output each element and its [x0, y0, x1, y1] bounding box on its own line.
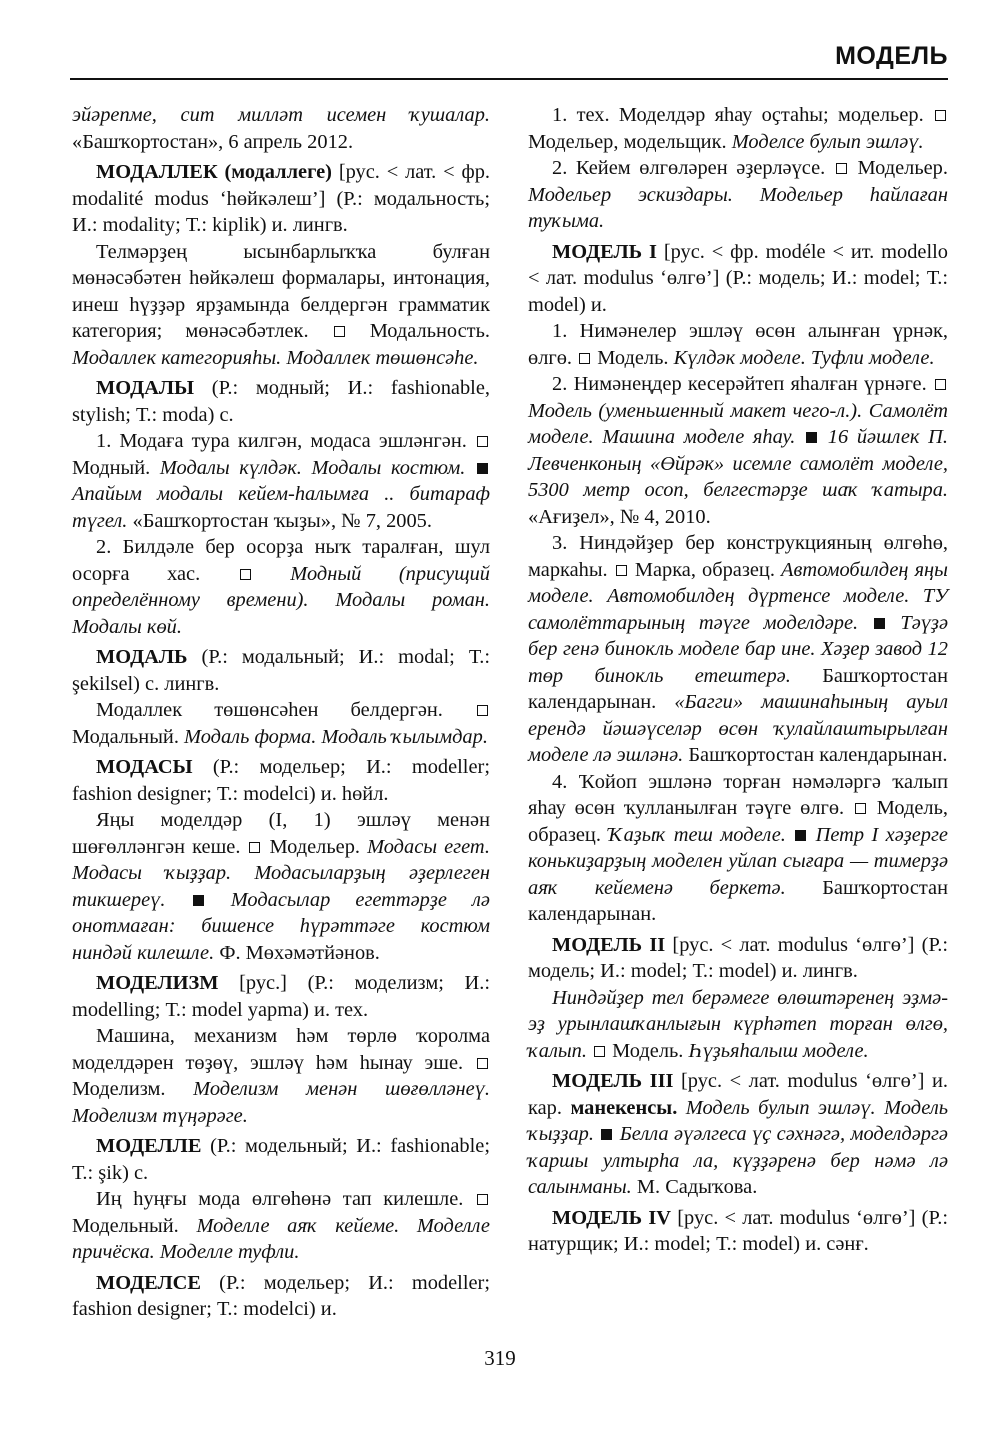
sense-2 — [528, 155, 948, 235]
definition — [528, 985, 948, 1065]
source: Башҡортостан календарынан. — [528, 664, 948, 713]
translation-box-icon — [477, 705, 488, 716]
translation: Моделизм. — [72, 1078, 166, 1100]
headword: МОДАЛЫ — [96, 377, 195, 399]
headword: МОДАЛЛЕК (модаллеге) — [96, 161, 332, 183]
translation-box-icon — [477, 1058, 488, 1069]
etymology: [рус. < лат. modulus ‘өлгө’] (Р.: натурщик; И.: model; Т.: model) и. сәнғ. — [528, 1206, 948, 1255]
headword: МОДЕЛЬ IV — [552, 1206, 672, 1229]
definition — [72, 697, 490, 750]
translation: Модальность. — [369, 320, 490, 342]
entry-model-4 — [528, 1205, 948, 1258]
citation: 16 йәшлек П. Левченконың «Өйрәк» исемле самолёт моделе, 5300 метр осоп, белгестәрҙе шаҡ ҡатыра. — [528, 426, 948, 501]
citation: Модасылар егеттәрҙе лә онотмаған: бишенсе һүрәттәге костюм ниндәй килешле. — [72, 888, 490, 964]
translation: Модный (присущий определённому времени). — [72, 562, 490, 611]
definition-text: Модаллек төшөнсәһен белдергән. — [96, 699, 443, 721]
etymology: (Р.: модальный; И.: modal; Т.: şekilsel) с. лингв. — [72, 646, 490, 695]
translation-box-icon — [855, 803, 866, 814]
entry-continuation — [72, 102, 490, 155]
etymology: (Р.: модельер; И.: modeller; fashion designer; Т.: modelci) и. — [72, 1271, 490, 1320]
entry-model-2 — [528, 932, 948, 985]
examples: Модель булып эшләү. Модель ҡыҙҙар. — [528, 1096, 948, 1145]
entry-modasy — [72, 754, 490, 807]
etymology: (Р.: модельер; И.: modeller; fashion designer; Т.: modelci) и. һөйл. — [72, 756, 490, 805]
examples: Самолёт моделе. Машина моделе яһау. — [528, 399, 948, 448]
sense-text: 1. тех. Моделдәр яһау оҫтаһы; модельер. — [552, 104, 924, 126]
sense-4 — [528, 769, 948, 928]
translation: Модный. — [72, 456, 151, 479]
entry-modelse — [72, 1270, 490, 1323]
right-column — [528, 102, 948, 1258]
citation: Белла әүәлгеса үҫ сәхнәгә, моделдәргә ҡаршы ултырһа ла, күҙҙәренә бер нәмә лә салынманы. — [528, 1123, 948, 1198]
translation: Модельер. — [857, 157, 948, 179]
citation-square-icon — [806, 432, 817, 443]
translation: Модель. — [612, 1039, 684, 1062]
entry-modal — [72, 644, 490, 697]
headword: МОДЕЛИЗМ — [96, 972, 219, 994]
entry-modelle — [72, 1133, 490, 1186]
headword: МОДАЛЬ — [96, 646, 188, 668]
running-header — [70, 38, 948, 80]
etymology: [рус. < лат. < фр. modalité modus ‘һөйкәлеш’] (Р.: модальность; И.: modality; Т.: kiplik) и. лингв. — [72, 161, 490, 236]
examples: Моделизм менән шөғөлләнеү. Моделизм түңәрәге. — [72, 1078, 490, 1127]
translation-box-icon — [477, 1194, 488, 1205]
source: Башҡортостан календарынан. — [528, 876, 948, 925]
etymology: [рус. < лат. modulus ‘өлгө’] и. кар. — [528, 1070, 948, 1119]
translation: Модальный. — [72, 725, 179, 748]
examples: Моделсе булып эшләү. — [731, 130, 924, 153]
examples: Модасы егет. Модасы ҡыҙҙар. Модасыларҙың әҙерлеген тикшереү. — [72, 835, 490, 911]
headword: МОДЕЛЬ II — [552, 933, 666, 956]
citation-square-icon — [477, 463, 488, 474]
citation-square-icon — [193, 895, 204, 906]
example-text: эйәрепме, сит милләт исемен ҡушалар. — [72, 104, 490, 126]
sense-text: 1. Нимәнелер эшләү өсөн алынған үрнәк, өлгө. — [528, 320, 948, 369]
sense-text: 3. Ниндәйҙер бер конструкцияның өлгөһө, маркаһы. — [528, 532, 948, 581]
translation-box-icon — [249, 842, 260, 853]
citation: Апайым модалы кейем-һалымға .. битараф түгел. — [72, 483, 490, 532]
page-number: 319 — [484, 1346, 516, 1370]
headword: МОДАСЫ — [96, 756, 193, 778]
examples: Автомобилдең яңы моделе. Автомобилдең дүртенсе моделе. ТУ самолёттарының тәүге моделдәре. — [528, 558, 948, 634]
definition — [72, 239, 490, 372]
source: «Ағиҙел», № 4, 2010. — [528, 505, 711, 528]
translation-box-icon — [836, 163, 847, 174]
sense-2 — [528, 371, 948, 530]
translation-box-icon — [477, 436, 488, 447]
translation-box-icon — [594, 1046, 605, 1057]
examples: Модельер эскиздары. Модельер һайлаған туҡыма. — [528, 183, 948, 232]
translation-box-icon — [935, 110, 946, 121]
citation-square-icon — [601, 1129, 612, 1140]
definition — [72, 1023, 490, 1129]
header-title: МОДЕЛЬ — [835, 42, 948, 70]
cross-reference: манекенсы. — [570, 1096, 678, 1119]
translation: Модельер, модельщик. — [528, 130, 727, 153]
definition — [72, 807, 490, 966]
source: «Башҡортостан», 6 апрель 2012. — [72, 130, 354, 153]
sense-text: 4. Ҡойоп эшләнә торған нәмәләргә ҡалып яһау өсөн ҡулланылған тәүге өлгө. — [528, 770, 948, 819]
examples: Модалы роман. Модалы көй. — [72, 589, 490, 638]
left-column — [72, 102, 490, 1323]
sense-1 — [528, 102, 948, 155]
headword: МОДЕЛЛЕ — [96, 1135, 202, 1157]
translation: Модельный. — [72, 1214, 179, 1237]
definition-text: Машина, механизм һәм төрлө ҡоролма моделдәрен төҙөү, эшләү һәм һынау эше. — [72, 1025, 490, 1074]
etymology: (Р.: модельный; И.: fashionable; Т.: şik) с. — [72, 1135, 490, 1184]
examples: Ҡаҙыҡ теш моделе. — [608, 823, 786, 846]
translation: Модель (уменьшенный макет чего-л.). — [528, 399, 863, 422]
headword: МОДЕЛЬ III — [552, 1070, 674, 1092]
definition-text: Иң һуңғы мода өлгөһөнә тап килешле. — [96, 1188, 464, 1210]
examples: Һүҙьяһалыш моделе. — [688, 1039, 869, 1062]
definition — [72, 1186, 490, 1266]
citation: Петр I хәҙерге конькиҙарҙың моделен уйлап сығара — тимерҙә аяҡ кейеменә беркетә. — [528, 823, 948, 899]
sense-text: 2. Кейем өлгөләрен әҙерләүсе. — [552, 157, 826, 179]
etymology: (Р.: модный; И.: fashionable, stylish; Т.: moda) с. — [72, 377, 490, 426]
definition-text: Ниндәйҙер тел берәмеге өлөштәренең эҙмә-эҙ урынлашҡанлығын күрһәтеп торған өлгө, ҡалып. — [528, 986, 948, 1062]
sense-2 — [72, 534, 490, 640]
headword: МОДЕЛСЕ — [96, 1271, 201, 1294]
examples: Моделле аяҡ кейеме. Моделле причёска. Моделле туфли. — [72, 1214, 490, 1263]
examples: Күлдәк моделе. Туфли моделе. — [673, 346, 935, 369]
etymology: [рус. < фр. modéle < ит. modello < лат. modulus ‘өлгө’] (Р.: модель; И.: model; Т.: model) и. — [528, 240, 948, 316]
source: Ф. Мөхәмәтйәнов. — [219, 941, 380, 964]
examples: Модалы күлдәк. Модалы костюм. — [159, 456, 466, 479]
source: М. Садыҡова. — [636, 1176, 758, 1198]
citation: Тәүҙә бер генә бинокль моделе бар ине. Хәҙер завод 12 төр бинокль етештерә. — [528, 611, 948, 687]
translation: Марка, образец. — [634, 558, 775, 581]
translation-box-icon — [240, 569, 251, 580]
translation-box-icon — [334, 326, 345, 337]
entry-modelizm — [72, 970, 490, 1023]
etymology: [рус. < лат. modulus ‘өлгө’] (Р.: модель; И.: model; Т.: model) и. лингв. — [528, 933, 949, 982]
headword: МОДЕЛЬ I — [552, 240, 657, 263]
translation-box-icon — [616, 565, 627, 576]
citation-square-icon — [874, 618, 885, 629]
etymology: [рус.] (Р.: моделизм; И.: modelling; Т.: model yapma) и. тех. — [72, 972, 490, 1021]
entry-model-3 — [528, 1068, 948, 1201]
citation: «Багги» машинаһының ауыл ерендә йәшәүселәр өсөн ҡулайлаштырылған моделе лә эшләнә. — [528, 691, 948, 766]
translation: Модель, образец. — [528, 797, 948, 846]
sense-text: 1. Модаға тура килгән, модаса эшләнгән. — [96, 430, 467, 452]
translation: Модельер. — [269, 835, 361, 858]
citation-square-icon — [795, 830, 806, 841]
translation: Модель. — [597, 346, 669, 369]
sense-3 — [528, 530, 948, 769]
translation-box-icon — [579, 353, 590, 364]
examples: Модаллек категорияһы. Модаллек төшөнсәһе. — [72, 346, 479, 369]
definition-text: Яңы моделдәр (I, 1) эшләү менән шөғөлләнгән кеше. — [72, 809, 490, 858]
entry-modallek — [72, 159, 490, 239]
source: «Башҡортостан ҡыҙы», № 7, 2005. — [132, 509, 432, 532]
sense-1 — [528, 318, 948, 371]
source: Башҡортостан календарынан. — [688, 744, 948, 766]
examples: Модаль форма. Модаль ҡылымдар. — [184, 725, 488, 748]
sense-text: 2. Билдәле бер осорҙа ныҡ таралған, шул осорға хас. — [72, 536, 490, 585]
translation-box-icon — [935, 379, 946, 390]
sense-1 — [72, 428, 490, 534]
entry-model-1 — [528, 239, 948, 319]
entry-modaly — [72, 375, 490, 428]
sense-text: 2. Нимәнеңдер кесерәйтеп яһалған үрнәге. — [552, 373, 927, 395]
definition-text: Телмәрҙең ысынбарлыҡҡа булған мөнәсәбәтен һөйкәлеш формалары, интонация, инеш һүҙҙәр ярҙамында белдергән грамматик категория; мөнәсәбәтлек. — [72, 240, 490, 342]
